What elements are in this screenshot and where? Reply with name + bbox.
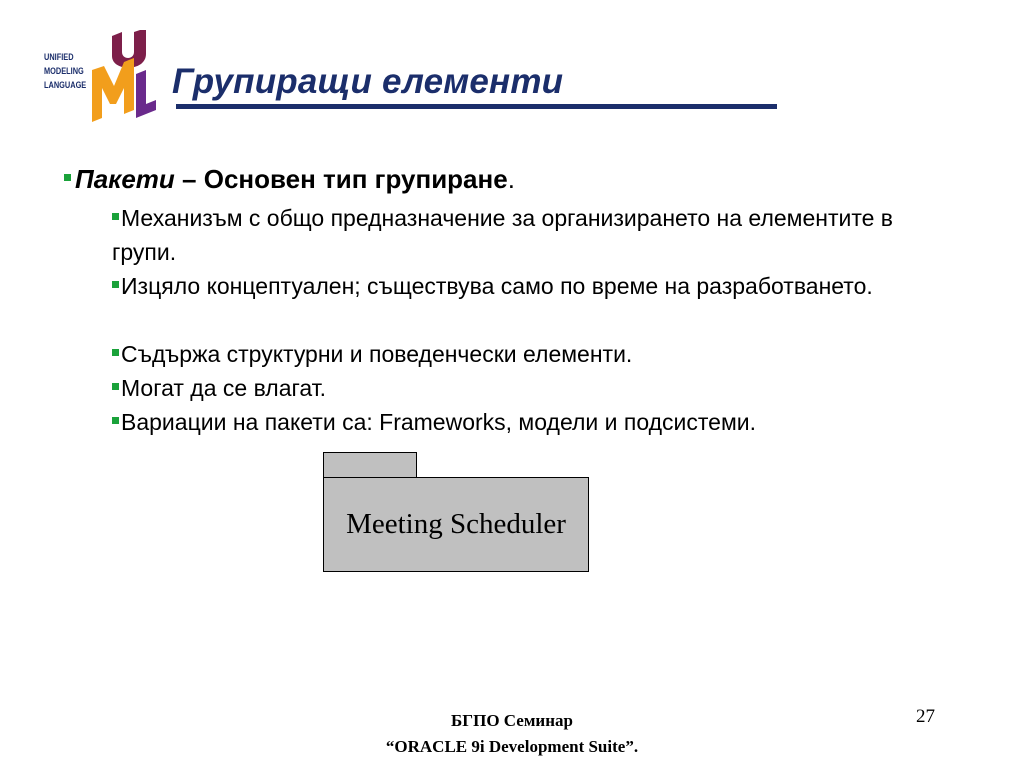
uml-logo-text <box>44 50 87 92</box>
main-bullet-text: – Основен тип групиране <box>174 164 508 194</box>
sub-bullet <box>112 405 942 439</box>
sub-bullet <box>112 201 942 269</box>
main-bullet-term: Пакети <box>75 164 175 194</box>
sub-bullet <box>112 371 942 405</box>
sub-bullet-text: Изцяло концептуален; съществува само по време на разработването. <box>121 273 873 299</box>
uml-logo <box>44 30 160 126</box>
logo-line-language: LANGUAGE <box>44 80 87 90</box>
bullet-square-icon <box>112 383 119 390</box>
uml-logo-mark <box>90 30 156 124</box>
package-label: Meeting Scheduler <box>346 508 566 540</box>
main-bullet <box>64 164 515 195</box>
package-tab <box>323 452 417 478</box>
logo-line-unified: UNIFIED <box>44 52 74 62</box>
bullet-square-icon <box>112 213 119 220</box>
footer-line-2: “ORACLE 9i Development Suite”. <box>385 737 639 756</box>
sub-bullet-text: Механизъм с общо предназначение за организирането на елементите в групи. <box>112 205 894 265</box>
sub-bullet-text: Вариации на пакети са: Frameworks, модели и подсистеми. <box>121 409 757 435</box>
sub-bullet-text: Могат да се влагат. <box>121 375 327 401</box>
page-number: 27 <box>916 706 935 727</box>
package-body <box>323 477 589 572</box>
main-bullet-period: . <box>507 164 515 194</box>
sub-bullet-text: Съдържа структурни и поведенчески елементи. <box>121 341 633 367</box>
logo-line-modeling: MODELING <box>44 66 84 76</box>
bullet-square-icon <box>64 174 71 181</box>
bullet-square-icon <box>112 281 119 288</box>
sub-bullet <box>112 337 942 371</box>
footer-line-1: БГПО Семинар <box>451 711 573 730</box>
slide-title: Групиращи елементи <box>172 62 564 101</box>
bullet-square-icon <box>112 349 119 356</box>
bullet-square-icon <box>112 417 119 424</box>
footer <box>312 708 712 760</box>
sub-bullet <box>112 269 942 303</box>
title-underline <box>176 104 777 109</box>
